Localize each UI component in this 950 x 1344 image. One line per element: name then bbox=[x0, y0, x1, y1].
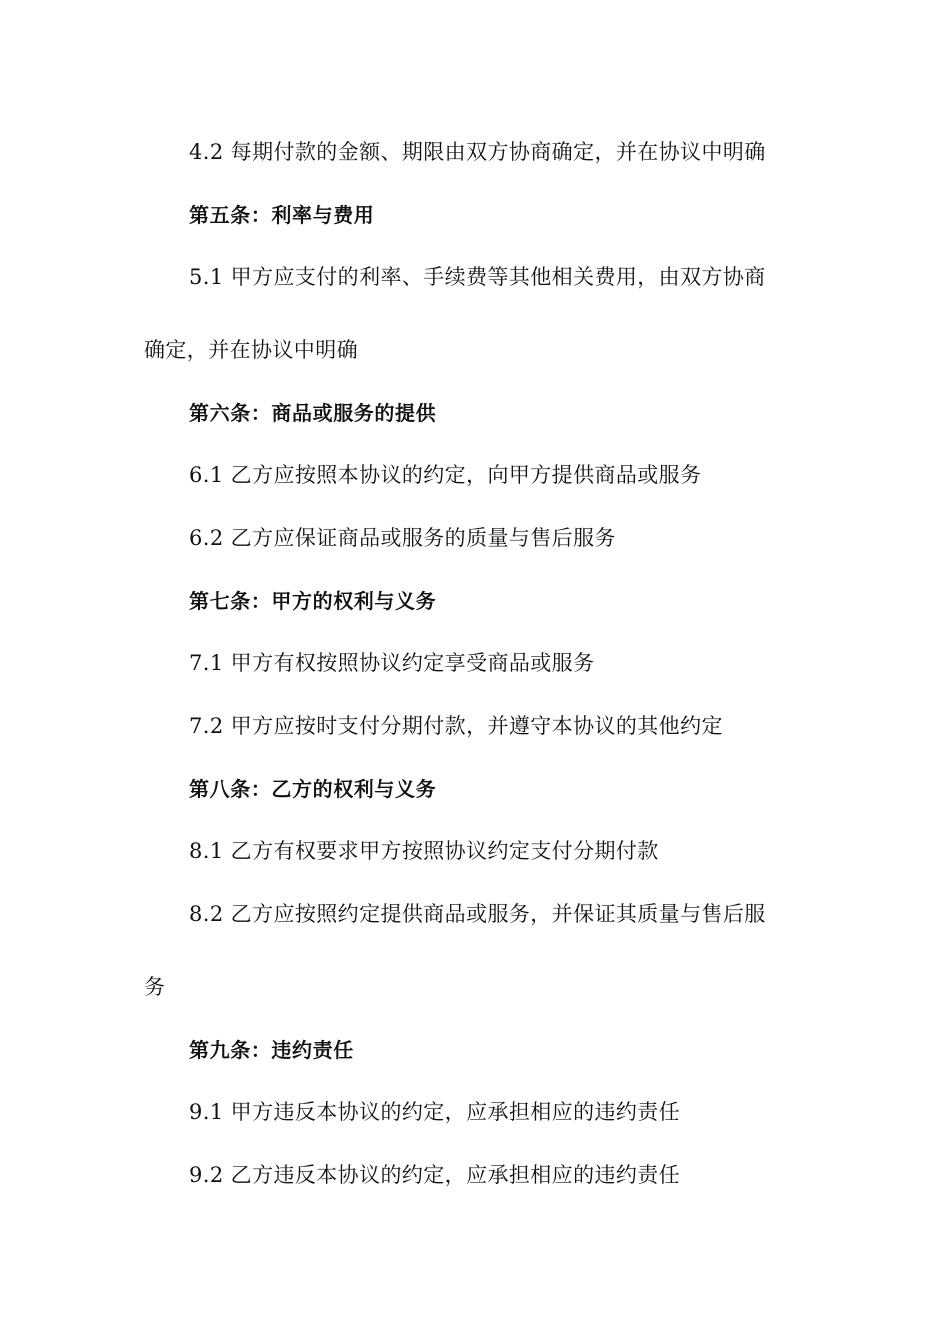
clause-9-2: 9.2 乙方违反本协议的约定，应承担相应的违约责任 bbox=[189, 1163, 681, 1187]
article-6-heading: 第六条：商品或服务的提供 bbox=[189, 401, 437, 425]
clause-7-2: 7.2 甲方应按时支付分期付款，并遵守本协议的其他约定 bbox=[189, 714, 723, 738]
clause-4-2: 4.2 每期付款的金额、期限由双方协商确定，并在协议中明确 bbox=[189, 140, 766, 164]
article-9-heading: 第九条：违约责任 bbox=[189, 1038, 354, 1062]
clause-5-1-continued: 确定，并在协议中明确 bbox=[144, 338, 358, 362]
clause-7-1: 7.1 甲方有权按照协议约定享受商品或服务 bbox=[189, 651, 595, 675]
clause-8-2: 8.2 乙方应按照约定提供商品或服务，并保证其质量与售后服 bbox=[189, 902, 766, 926]
article-7-heading: 第七条：甲方的权利与义务 bbox=[189, 589, 437, 613]
article-5-heading: 第五条：利率与费用 bbox=[189, 203, 375, 227]
clause-8-2-continued: 务 bbox=[144, 975, 166, 999]
clause-9-1: 9.1 甲方违反本协议的约定，应承担相应的违约责任 bbox=[189, 1100, 681, 1124]
article-8-heading: 第八条：乙方的权利与义务 bbox=[189, 777, 437, 801]
clause-6-1: 6.1 乙方应按照本协议的约定，向甲方提供商品或服务 bbox=[189, 463, 702, 487]
clause-6-2: 6.2 乙方应保证商品或服务的质量与售后服务 bbox=[189, 526, 616, 550]
clause-8-1: 8.1 乙方有权要求甲方按照协议约定支付分期付款 bbox=[189, 839, 659, 863]
clause-5-1: 5.1 甲方应支付的利率、手续费等其他相关费用，由双方协商 bbox=[189, 265, 766, 289]
